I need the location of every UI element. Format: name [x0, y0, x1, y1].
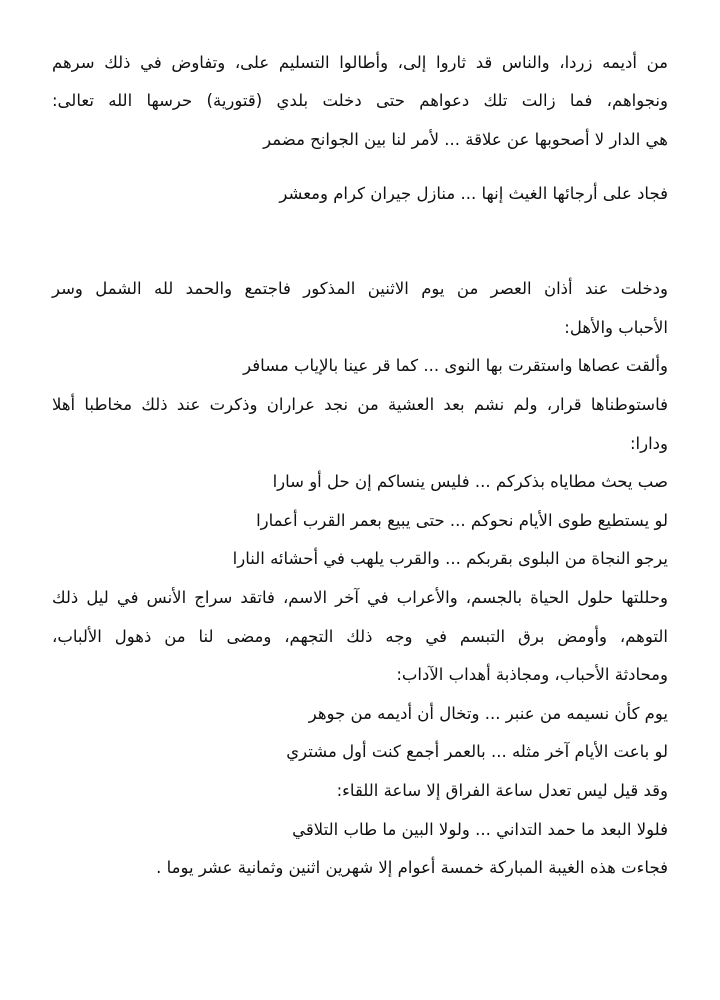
text-line-20: فجاءت هذه الغيبة المباركة خمسة أعوام إلا شهرين اثنين وثمانية عشر يوما . [156, 858, 668, 877]
verse-line-17: لو باعت الأيام آخر مثله ... بالعمر أجمع كنت أول مشتري [286, 742, 668, 761]
verse-line-4: فجاد على أرجائها الغيث إنها ... منازل جيران كرام ومعشر [279, 184, 668, 203]
text-line-6: الأحباب والأهل: [564, 318, 668, 337]
verse-line-11: لو يستطيع طوى الأيام نحوكم ... حتى يبيع بعمر القرب أعمارا [256, 511, 668, 530]
verse-line-16: يوم كأن نسيمه من عنبر ... وتخال أن أديمه من جوهر [308, 704, 668, 723]
text-line-2: ونجواهم، فما زالت تلك دعواهم حتى دخلت بلدي (قتورية) حرسها الله تعالى: [52, 91, 668, 110]
verse-line-10: صب يحث مطاياه بذكركم ... فليس ينساكم إن حل أو سارا [272, 472, 668, 491]
text-line-15: ومحادثة الأحباب، ومجاذبة أهداب الآداب: [396, 665, 668, 684]
text-line-1: من أديمه زردا، والناس قد ثاروا إلى، وأطالوا التسليم على، وتفاوض في ذلك سرهم [52, 53, 668, 72]
verse-line-7: وألقت عصاها واستقرت بها النوى ... كما قر عينا بالإياب مسافر [243, 356, 668, 375]
verse-line-19: فلولا البعد ما حمد التداني ... ولولا البين ما طاب التلاقي [292, 820, 668, 839]
text-line-5: ودخلت عند أذان العصر من يوم الاثنين المذكور فاجتمع والحمد لله الشمل وسر [52, 279, 668, 298]
verse-line-12: يرجو النجاة من البلوى بقربكم ... والقرب يلهب في أحشائه النارا [232, 549, 668, 568]
text-line-14: التوهم، وأومض برق التبسم في وجه ذلك التجهم، ومضى لنا من ذهول الألباب، [52, 627, 668, 646]
text-line-8: فاستوطناها قرار، ولم نشم بعد العشية من نجد عراران وذكرت عند ذلك مخاطبا أهلا [52, 395, 668, 414]
text-line-9: ودارا: [629, 434, 668, 453]
text-line-13: وحللتها حلول الحياة بالجسم، والأعراب في آخر الاسم، فاتقد سراج الأنس في ليل ذلك [52, 588, 668, 607]
verse-line-3: هي الدار لا أصحوبها عن علاقة ... لأمر لنا بين الجوانح مضمر [263, 130, 668, 149]
text-line-18: وقد قيل ليس تعدل ساعة الفراق إلا ساعة اللقاء: [336, 781, 668, 800]
